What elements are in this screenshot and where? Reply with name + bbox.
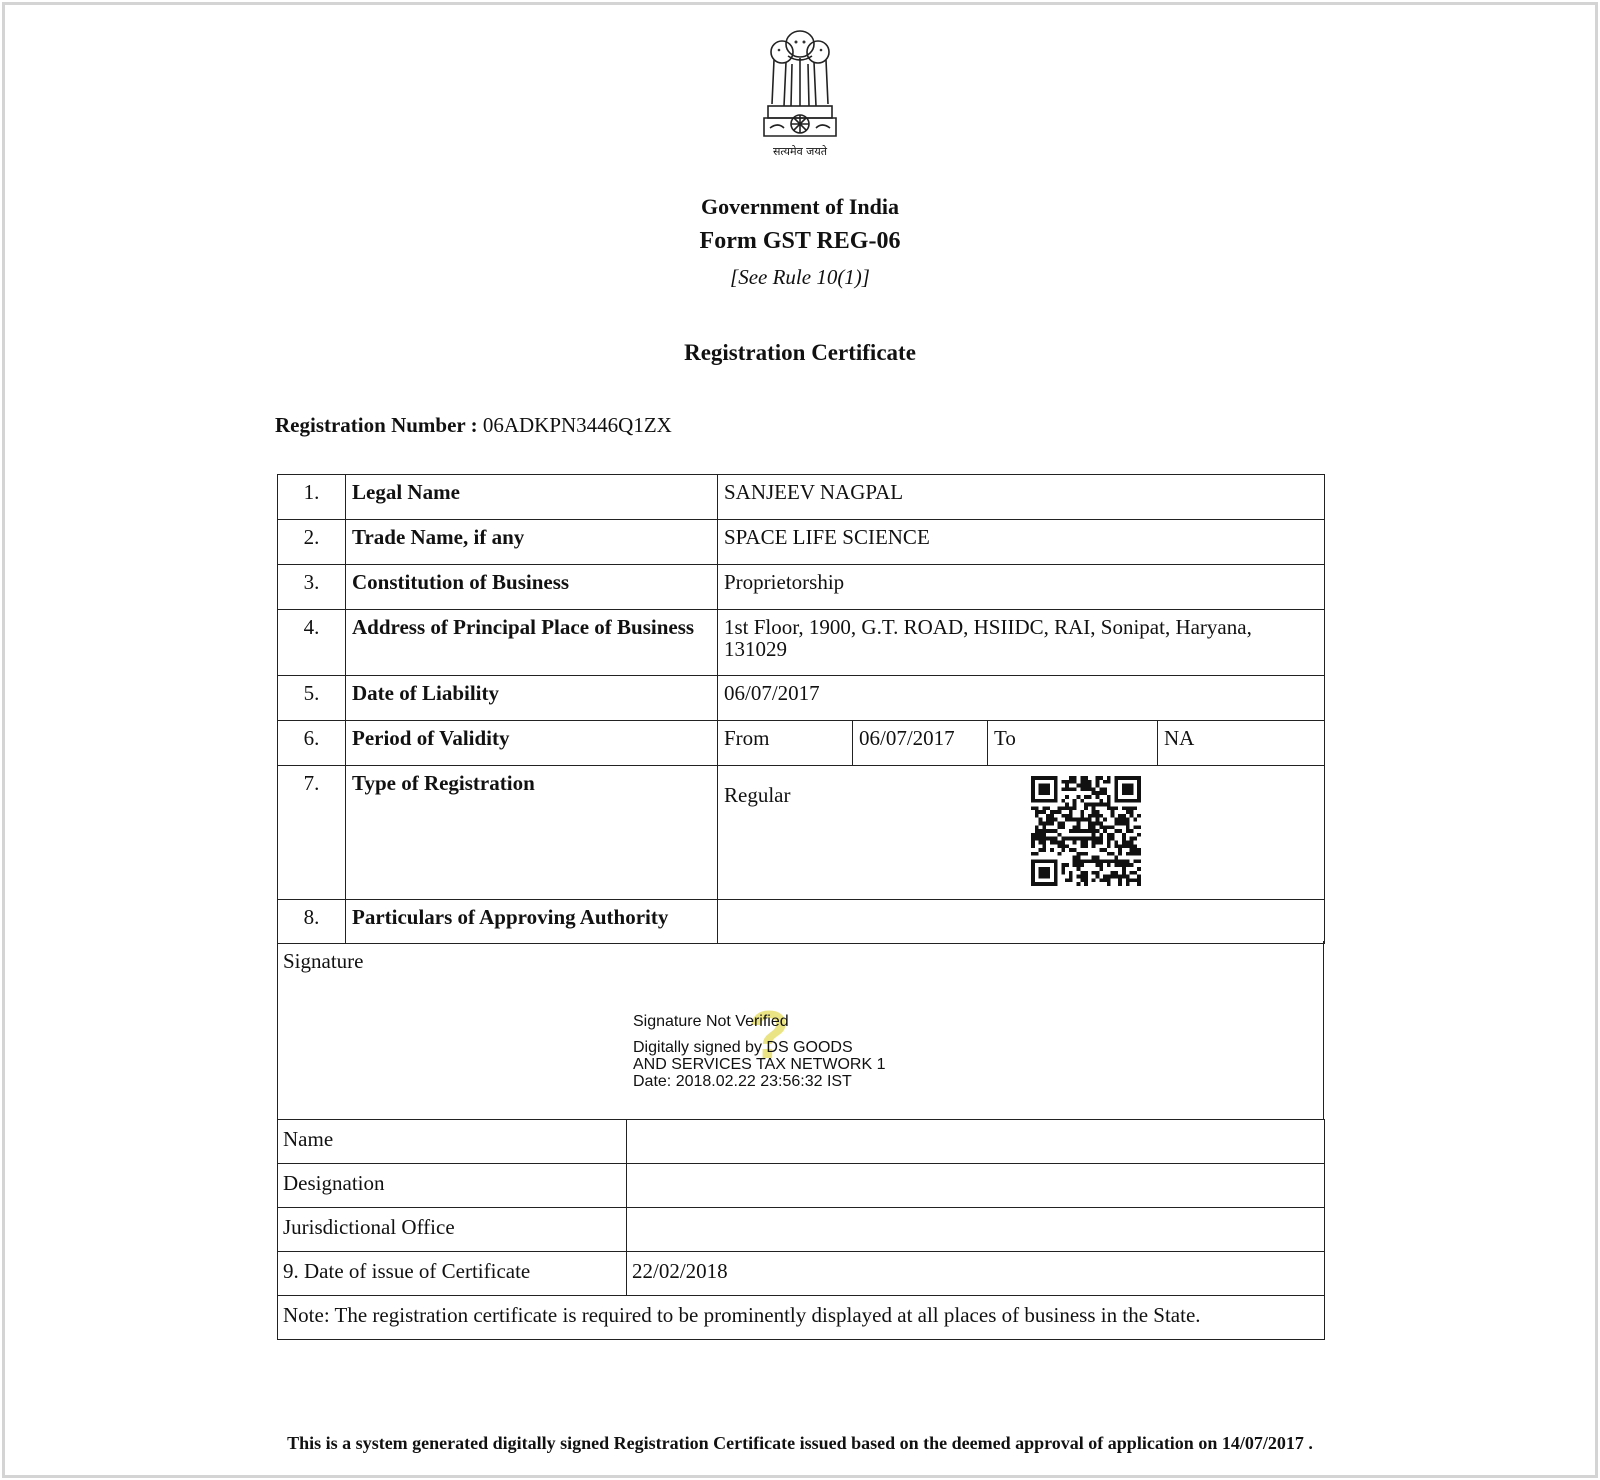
signature-date: Date: 2018.02.22 23:56:32 IST (633, 1073, 852, 1090)
row-number: 1. (278, 475, 346, 520)
signature-box (277, 941, 1324, 1120)
table-row (278, 610, 1325, 676)
row-number: 5. (278, 676, 346, 721)
issue-date-value: 22/02/2018 (627, 1252, 1325, 1296)
row-value (718, 900, 1325, 944)
rule-reference: [See Rule 10(1)] (730, 265, 870, 289)
qr-code-icon (1031, 776, 1141, 886)
certificate-title: Registration Certificate (684, 340, 916, 365)
authority-label: Designation (278, 1164, 627, 1208)
signature-label: Signature (283, 949, 364, 973)
table-row (278, 900, 1325, 944)
emblem-motto: सत्यमेव जयते (772, 145, 827, 158)
table-row (278, 1120, 1325, 1164)
authority-table (277, 1119, 1325, 1340)
authority-value (627, 1208, 1325, 1252)
row-label: Trade Name, if any (346, 520, 718, 565)
row-label: Type of Registration (346, 766, 718, 900)
row-number: 4. (278, 610, 346, 676)
table-row (278, 676, 1325, 721)
emblem (752, 24, 848, 164)
government-heading: Government of India (701, 194, 899, 219)
table-row (278, 721, 1325, 766)
table-row (278, 520, 1325, 565)
table-row (278, 1208, 1325, 1252)
footer-statement: This is a system generated digitally signed Registration Certificate issued based on the deemed approval of application on 14/07/2017 . (287, 1433, 1313, 1453)
table-row (278, 1252, 1325, 1296)
row-label: Address of Principal Place of Business (346, 610, 718, 676)
signature-status: Signature Not Verified (633, 1013, 789, 1030)
authority-label: 9. Date of issue of Certificate (278, 1252, 627, 1296)
table-row (278, 766, 1325, 900)
row-label: Date of Liability (346, 676, 718, 721)
table-row (278, 565, 1325, 610)
question-mark-icon: ? (748, 997, 790, 1073)
row-number: 7. (278, 766, 346, 900)
row-value: 1st Floor, 1900, G.T. ROAD, HSIIDC, RAI, Sonipat, Haryana, 131029 (718, 610, 1325, 676)
authority-label: Name (278, 1120, 627, 1164)
authority-value (627, 1164, 1325, 1208)
table-row (278, 1296, 1325, 1340)
row-label: Legal Name (346, 475, 718, 520)
row-value: SPACE LIFE SCIENCE (718, 520, 1325, 565)
form-heading: Form GST REG-06 (699, 228, 901, 254)
registration-number-label: Registration Number : (275, 413, 478, 437)
authority-value (627, 1120, 1325, 1164)
digital-signature-block (633, 1013, 886, 1090)
row-label: Period of Validity (346, 721, 718, 766)
ashoka-emblem-icon (758, 24, 842, 142)
signed-by-line-1: Digitally signed by DS GOODS (633, 1039, 853, 1056)
registration-number-value: 06ADKPN3446Q1ZX (482, 413, 672, 437)
table-row (278, 1164, 1325, 1208)
signed-by-line-2: AND SERVICES TAX NETWORK 1 (633, 1056, 886, 1073)
validity-to-label: To (988, 721, 1158, 766)
row-value (718, 766, 1325, 900)
validity-to-value: NA (1158, 721, 1325, 766)
validity-from-value: 06/07/2017 (853, 721, 988, 766)
row-label: Particulars of Approving Authority (346, 900, 718, 944)
display-note: Note: The registration certificate is required to be prominently displayed at all places of business in the State. (278, 1296, 1325, 1340)
registration-type: Regular (724, 783, 791, 807)
row-number: 2. (278, 520, 346, 565)
row-number: 6. (278, 721, 346, 766)
certificate-table (277, 474, 1325, 944)
row-value: 06/07/2017 (718, 676, 1325, 721)
row-label: Constitution of Business (346, 565, 718, 610)
registration-number (275, 413, 672, 438)
table-row (278, 475, 1325, 520)
row-value: Proprietorship (718, 565, 1325, 610)
validity-from-label: From (718, 721, 853, 766)
row-number: 8. (278, 900, 346, 944)
row-number: 3. (278, 565, 346, 610)
authority-label: Jurisdictional Office (278, 1208, 627, 1252)
row-value: SANJEEV NAGPAL (718, 475, 1325, 520)
